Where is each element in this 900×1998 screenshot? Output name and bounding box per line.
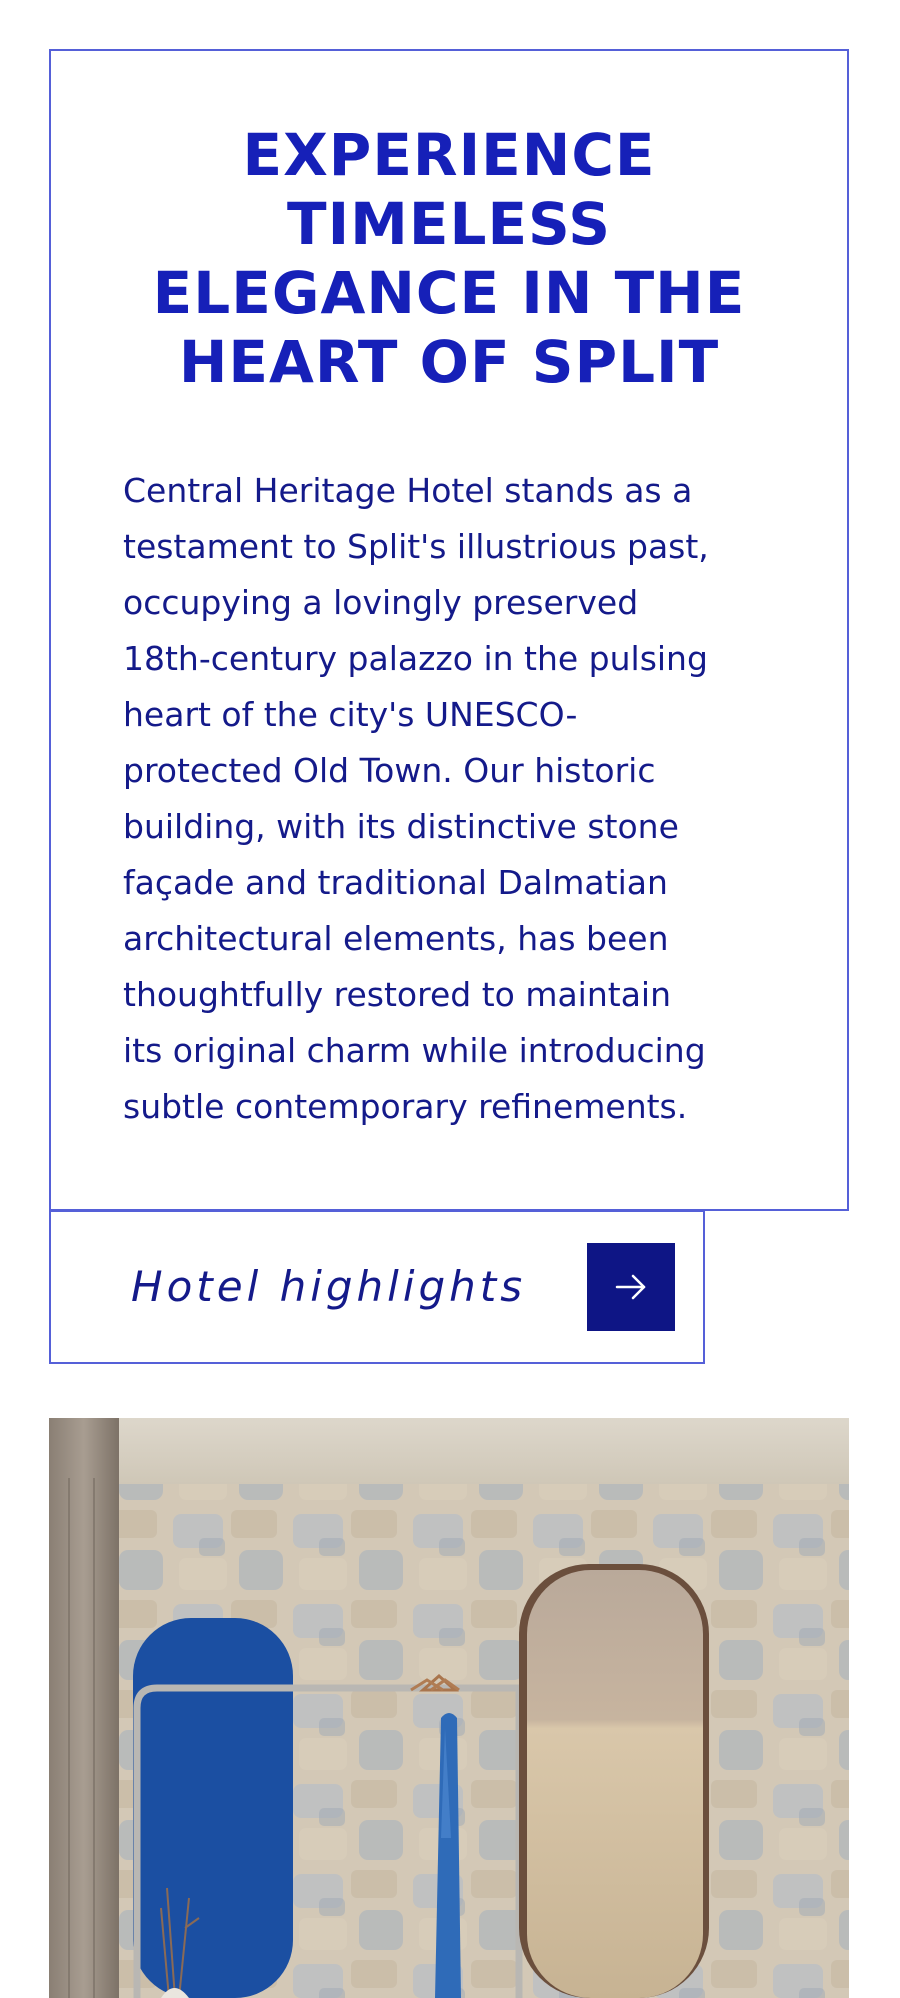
hotel-room-image <box>49 1418 849 1998</box>
hotel-highlights-button[interactable] <box>587 1243 675 1331</box>
hotel-highlights-label: Hotel highlights <box>131 1262 527 1311</box>
intro-card <box>49 49 849 1211</box>
page-title: EXPERIENCE TIMELESS ELEGANCE IN THE HEART OF SPLIT <box>152 121 746 396</box>
intro-paragraph: Central Heritage Hotel stands as a testament to Split's illustrious past, occupying a lovingly preserved 18th-century palazzo in the pulsing heart of the city's UNESCO- protected Old Town. Our historic building, with its distinctive stone façade and traditional Dalmatian architectural elements, has been thoughtfully restored to maintain its original charm while introducing subtle contemporary refinements. <box>123 471 709 1126</box>
arrow-right-icon <box>611 1267 651 1307</box>
hotel-highlights-link[interactable] <box>49 1210 705 1364</box>
